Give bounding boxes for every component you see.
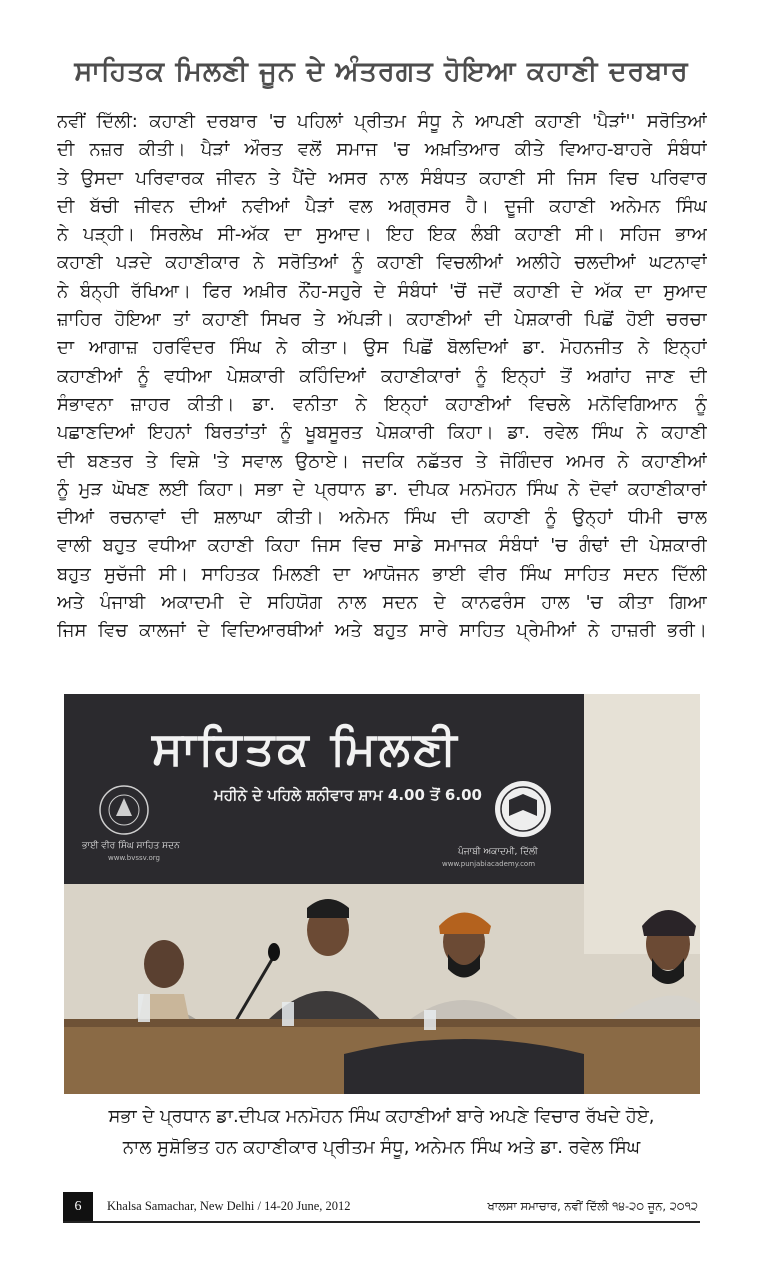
body-line: ਨੂੰ ਮੁੜ ਘੋਖਣ ਲਈ ਕਿਹਾ। ਸਭਾ ਦੇ ਪ੍ਰਧਾਨ ਡਾ. ਦੀਪਕ ਮਨਮੋਹਨ ਸਿੰਘ ਨੇ ਦੋਵਾਂ ਕਹਾਣੀਕਾਰਾਂ xyxy=(57,478,707,500)
body-line: ਜ਼ਾਹਿਰ ਹੋਇਆ ਤਾਂ ਕਹਾਣੀ ਸਿਖਰ ਤੇ ਅੱਪੜੀ। ਕਹਾਣੀਆਂ ਦੀ ਪੇਸ਼ਕਾਰੀ ਪਿਛੋਂ ਹੋਈ ਚਰਚਾ xyxy=(57,309,707,331)
punjabi-academy-logo xyxy=(495,781,551,837)
left-org-url: www.bvssv.org xyxy=(108,854,160,862)
right-org-name: ਪੰਜਾਬੀ ਅਕਾਦਮੀ, ਦਿੱਲੀ xyxy=(458,847,538,857)
caption-line-2: ਨਾਲ ਸੁਸ਼ੋਭਿਤ ਹਨ ਕਹਾਣੀਕਾਰ ਪ੍ਰੀਤਮ ਸੰਧੂ, ਅਨੇਮਨ ਸਿੰਘ ਅਤੇ ਡਾ. ਰਵੇਲ ਸਿੰਘ xyxy=(122,1137,641,1158)
body-line: ਬਹੁਤ ਸੁਚੱਜੀ ਸੀ। ਸਾਹਿਤਕ ਮਿਲਣੀ ਦਾ ਆਯੋਜਨ ਭਾਈ ਵੀਰ ਸਿੰਘ ਸਾਹਿਤ ਸਦਨ ਦਿੱਲੀ xyxy=(57,563,707,585)
body-line: ਕਹਾਣੀ ਪੜਦੇ ਕਹਾਣੀਕਾਰ ਨੇ ਸਰੋਤਿਆਂ ਨੂੰ ਕਹਾਣੀ ਵਿਚਲੀਆਂ ਅਲੀਹੇ ਚਲਦੀਆਂ ਘਟਨਾਵਾਂ xyxy=(57,252,707,274)
article-headline: ਸਾਹਿਤਕ ਮਿਲਣੀ ਜੂਨ ਦੇ ਅੰਤਰਗਤ ਹੋਇਆ ਕਹਾਣੀ ਦਰਬਾਰ xyxy=(74,56,689,87)
body-line: ਨੇ ਪੜ੍ਹੀ। ਸਿਰਲੇਖ ਸੀ-ਅੱਕ ਦਾ ਸੁਆਦ। ਇਹ ਇਕ ਲੰਬੀ ਕਹਾਣੀ ਸੀ। ਸਹਿਜ ਭਾਅ xyxy=(57,224,707,246)
body-line: ਤੇ ਉਸਦਾ ਪਰਿਵਾਰਕ ਜੀਵਨ ਤੇ ਪੈਂਦੇ ਅਸਰ ਨਾਲ ਸੰਬੰਧਤ ਕਹਾਣੀ ਸੀ ਜਿਸ ਵਿਚ ਪਰਿਵਾਰ xyxy=(57,167,707,189)
right-org-url: www.punjabiacademy.com xyxy=(442,860,536,868)
publication-punjabi: ਖਾਲਸਾ ਸਮਾਚਾਰ, ਨਵੀਂ ਦਿੱਲੀ ੧੪-੨੦ ਜੂਨ, ੨੦੧੨ xyxy=(487,1199,698,1213)
body-line: ਦੀਆਂ ਰਚਨਾਵਾਂ ਦੀ ਸ਼ਲਾਘਾ ਕੀਤੀ। ਅਨੇਮਨ ਸਿੰਘ ਦੀ ਕਹਾਣੀ ਨੂੰ ਉਨ੍ਹਾਂ ਧੀਮੀ ਚਾਲ xyxy=(57,507,707,529)
body-line: ਸੰਭਾਵਨਾ ਜ਼ਾਹਰ ਕੀਤੀ। ਡਾ. ਵਨੀਤਾ ਨੇ ਇਨ੍ਹਾਂ ਕਹਾਣੀਆਂ ਵਿਚਲੇ ਮਨੋਵਿਗਿਆਨ ਨੂੰ xyxy=(57,393,707,415)
banner-title: ਸਾਹਿਤਕ ਮਿਲਣੀ xyxy=(152,721,460,775)
body-line: ਕਹਾਣੀਆਂ ਨੂੰ ਵਧੀਆ ਪੇਸ਼ਕਾਰੀ ਕਹਿੰਦਿਆਂ ਕਹਾਣੀਕਾਰਾਂ ਨੂੰ ਇਨ੍ਹਾਂ ਤੋਂ ਅਗਾਂਹ ਜਾਣ ਦੀ xyxy=(57,365,707,387)
publication-english: Khalsa Samachar, New Delhi / 14-20 June, 2012 xyxy=(107,1199,351,1213)
body-line: ਦੀ ਬਣਤਰ ਤੇ ਵਿਸ਼ੇ 'ਤੇ ਸਵਾਲ ਉਠਾਏ। ਜਦਕਿ ਨਛੱਤਰ ਤੇ ਜੋਗਿੰਦਰ ਅਮਰ ਨੇ ਕਹਾਣੀਆਂ xyxy=(57,450,707,472)
body-line: ਵਾਲੀ ਬਹੁਤ ਵਧੀਆ ਕਹਾਣੀ ਕਿਹਾ ਜਿਸ ਵਿਚ ਸਾਡੇ ਸਮਾਜਕ ਸੰਬੰਧਾਂ 'ਚ ਗੰਢਾਂ ਦੀ ਪੇਸ਼ਕਾਰੀ xyxy=(57,535,707,557)
body-line: ਨੇ ਬੰਨ੍ਹੀ ਰੱਖਿਆ। ਫਿਰ ਅਖ਼ੀਰ ਨੌਂਹ-ਸਹੁਰੇ ਦੇ ਸੰਬੰਧਾਂ 'ਚੋਂ ਜਦੋਂ ਕਹਾਣੀ ਦੇ ਅੱਕ ਦਾ ਸੁਆਦ xyxy=(57,280,707,302)
caption-line-1: ਸਭਾ ਦੇ ਪ੍ਰਧਾਨ ਡਾ.ਦੀਪਕ ਮਨਮੋਹਨ ਸਿੰਘ ਕਹਾਣੀਆਂ ਬਾਰੇ ਅਪਣੇ ਵਿਚਾਰ ਰੱਖਦੇ ਹੋਏ, xyxy=(108,1106,655,1127)
body-line: ਜਿਸ ਵਿਚ ਕਾਲਜਾਂ ਦੇ ਵਿਦਿਆਰਥੀਆਂ ਅਤੇ ਬਹੁਤ ਸਾਰੇ ਸਾਹਿਤ ਪ੍ਰੇਮੀਆਂ ਨੇ ਹਾਜ਼ਰੀ ਭਰੀ। xyxy=(57,620,707,642)
body-line: ਦੀ ਨਜ਼ਰ ਕੀਤੀ। ਪੈੜਾਂ ਔਰਤ ਵਲੋਂ ਸਮਾਜ 'ਚ ਅਖ਼ਤਿਆਰ ਕੀਤੇ ਵਿਆਹ-ਬਾਹਰੇ ਸੰਬੰਧਾਂ xyxy=(57,139,707,161)
body-line: ਅਤੇ ਪੰਜਾਬੀ ਅਕਾਦਮੀ ਦੇ ਸਹਿਯੋਗ ਨਾਲ ਸਦਨ ਦੇ ਕਾਨਫਰੰਸ ਹਾਲ 'ਚ ਕੀਤਾ ਗਿਆ xyxy=(57,592,707,614)
banner-subtitle: ਮਹੀਨੇ ਦੇ ਪਹਿਲੇ ਸ਼ਨੀਵਾਰ ਸ਼ਾਮ 4.00 ਤੋਂ 6.00 xyxy=(214,786,482,804)
event-photo-image xyxy=(64,694,700,1094)
page-number: 6 xyxy=(63,1192,93,1221)
body-line: ਨਵੀਂ ਦਿੱਲੀ: ਕਹਾਣੀ ਦਰਬਾਰ 'ਚ ਪਹਿਲਾਂ ਪ੍ਰੀਤਮ ਸੰਧੂ ਨੇ ਆਪਣੀ ਕਹਾਣੀ 'ਪੈੜਾਂ'' ਸਰੋਤਿਆਂ xyxy=(57,111,707,132)
body-line: ਪਛਾਣਦਿਆਂ ਇਹਨਾਂ ਬਿਰਤਾਂਤਾਂ ਨੂੰ ਖੂਬਸੂਰਤ ਪੇਸ਼ਕਾਰੀ ਕਿਹਾ। ਡਾ. ਰਵੇਲ ਸਿੰਘ ਨੇ ਕਹਾਣੀ xyxy=(57,422,707,444)
body-line: ਦੀ ਬੱਚੀ ਜੀਵਨ ਦੀਆਂ ਨਵੀਆਂ ਪੈੜਾਂ ਵਲ ਅਗ੍ਰਸਰ ਹੈ। ਦੂਜੀ ਕਹਾਣੀ ਅਨੇਮਨ ਸਿੰਘ xyxy=(57,195,707,217)
page-footer xyxy=(63,1192,700,1223)
article-body xyxy=(57,108,707,646)
event-photo xyxy=(64,694,700,1094)
body-line: ਦਾ ਆਗਾਜ਼ ਹਰਵਿੰਦਰ ਸਿੰਘ ਨੇ ਕੀਤਾ। ਉਸ ਪਿਛੋਂ ਬੋਲਦਿਆਂ ਡਾ. ਮੋਹਨਜੀਤ ਨੇ ਇਨ੍ਹਾਂ xyxy=(57,337,707,359)
left-org-name: ਭਾਈ ਵੀਰ ਸਿੰਘ ਸਾਹਿਤ ਸਦਨ xyxy=(82,841,180,851)
bag xyxy=(344,1039,584,1094)
photo-caption xyxy=(30,1101,733,1163)
